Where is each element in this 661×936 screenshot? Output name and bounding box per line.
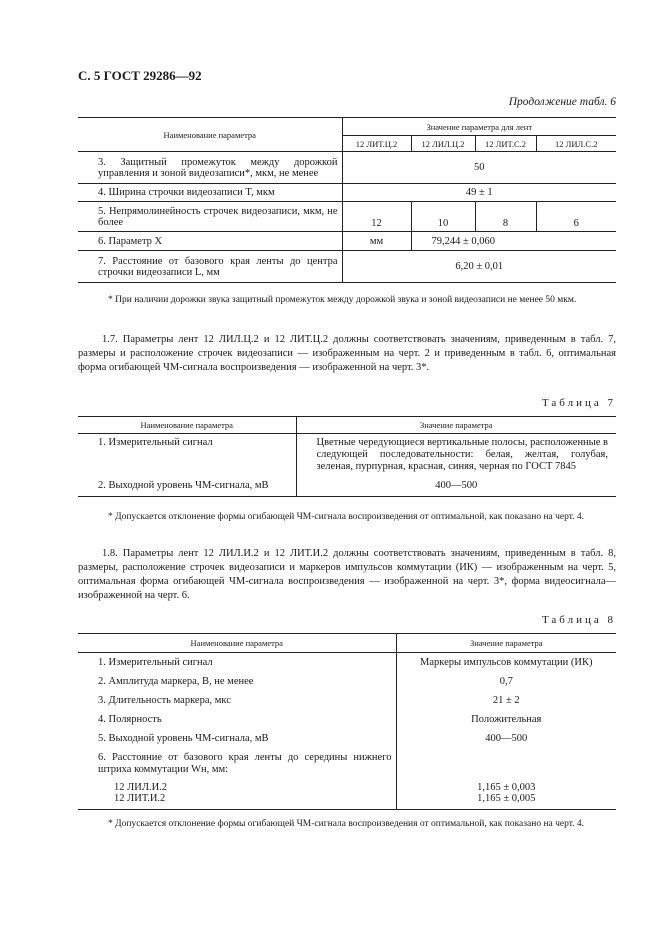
t8-row-name: 12 ЛИЛ.И.2 (114, 781, 168, 793)
t7-row-value: Цветные чередующиеся вертикальные полосы, расположенные в следующей последовательности: белая, желтая, голубая, зеленая, пурпурная, красная, синяя, черная по ГОСТ 7845 (316, 437, 608, 472)
t7-col-name: Наименование параметра (78, 417, 296, 434)
t6-row-name: 4. Ширина строчки видеозаписи T, мкм (78, 184, 342, 202)
table-row (78, 251, 616, 283)
t6-row-value: 8 (475, 202, 536, 232)
t8-row-name: 6. Расстояние от базового края ленты до середины нижнего штриха коммутации Wн, мм: (98, 751, 392, 775)
t8-row-value: 21 ± 2 (396, 691, 616, 710)
table-8-label: Таблица 8 (541, 614, 616, 626)
t8-row-name: 3. Длительность маркера, мкс (98, 694, 231, 706)
table-row (78, 691, 616, 710)
t8-col-value: Значение параметра (396, 634, 616, 653)
t6-col-name: Наименование параметра (78, 118, 342, 152)
table-row (78, 710, 616, 729)
t8-row-name: 1. Измерительный сигнал (98, 656, 213, 668)
t6-row-value: 50 (342, 152, 616, 184)
t8-col-name: Наименование параметра (78, 634, 396, 653)
t6-subcol: 12 ЛИЛ.С.2 (536, 136, 616, 152)
t6-subcol: 12 ЛИЛ.Ц.2 (411, 136, 475, 152)
paragraph-1-7: 1.7. Параметры лент 12 ЛИЛ.Ц.2 и 12 ЛИТ.Ц.2 должны соответствовать значениям, приведенным в табл. 7, размеры и расположение строчек видеозаписи — изображенным на черт. 2 и приведенным в табл. 6, оптимальная форма огибающей ЧМ-сигнала воспроизведения — изображенной на черт. 3*. (78, 334, 616, 373)
t6-row-name: 7. Расстояние от базового края ленты до центра строчки видеозаписи L, мм (78, 251, 342, 283)
t8-row-value: Маркеры импульсов коммутации (ИК) (396, 653, 616, 672)
t6-row-name: 3. Защитный промежуток между дорожкой управления и зоной видеозаписи*, мкм, не менее (98, 156, 338, 179)
table-7-label: Таблица 7 (541, 397, 616, 409)
table-6 (78, 117, 616, 283)
t6-subcol: 12 ЛИТ.Ц.2 (342, 136, 411, 152)
table-row (78, 152, 616, 184)
t6-row-value: 10 (411, 202, 475, 232)
t6-row-name: 6. Параметр X (78, 232, 342, 251)
t8-row-name: 2. Амплитуда маркера, В, не менее (98, 675, 254, 687)
table-row (78, 653, 616, 672)
table-row (78, 729, 616, 748)
table-row (78, 434, 616, 477)
t8-row-name: 12 ЛИТ.И.2 (78, 793, 396, 810)
t6-subcol: 12 ЛИТ.С.2 (475, 136, 536, 152)
t6-row-value: 6,20 ± 0,01 (342, 251, 616, 283)
t7-row-name: 1. Измерительный сигнал (98, 437, 213, 448)
table-row (78, 202, 616, 232)
t6-row-value: 79,244 ± 0,060 (411, 232, 616, 251)
table-7 (78, 416, 616, 497)
t8-row-value: 400—500 (396, 729, 616, 748)
t8-row-value: 1,165 ± 0,003 (396, 780, 616, 793)
t8-row-value: Положительная (396, 710, 616, 729)
t8-row-value (396, 748, 616, 780)
page-header: С. 5 ГОСТ 29286—92 (78, 68, 202, 83)
table-row (78, 476, 616, 496)
t7-row-name: 2. Выходной уровень ЧМ-сигнала, мВ (78, 476, 296, 496)
t6-col-value: Значение параметра для лент (342, 118, 616, 136)
t8-row-name: 4. Полярность (98, 713, 162, 725)
table-continuation-note: Продолжение табл. 6 (508, 96, 616, 108)
t7-row-value: 400—500 (296, 476, 616, 496)
t8-row-value: 1,165 ± 0,005 (396, 793, 616, 810)
table-row (78, 780, 616, 793)
t8-row-value: 0,7 (396, 672, 616, 691)
table-row (78, 232, 616, 251)
paragraph-1-8: 1.8. Параметры лент 12 ЛИЛ.И.2 и 12 ЛИТ.И.2 должны соответствовать значениям, приведенным в табл. 8, размеры, расположение строчек видеозаписи и маркеров импульсов коммутации (ИК) — изображенным на черт. 5, оптимальная форма огибающей ЧМ-сигнала воспроизведения — изображенной на черт. 3*, форма видеосигнала— изображенной на черт. 6. (78, 548, 616, 601)
t6-row-unit: мм (342, 232, 411, 251)
t6-row-name: 5. Непрямолинейность строчек видеозаписи, мкм, не более (78, 202, 342, 232)
table-row (78, 748, 616, 780)
t7-col-value: Значение параметра (296, 417, 616, 434)
table-8 (78, 633, 616, 810)
t6-row-value: 12 (342, 202, 411, 232)
table-row (78, 793, 616, 810)
t6-row-value: 6 (536, 202, 616, 232)
table-row (78, 672, 616, 691)
footnote-1: * При наличии дорожки звука защитный промежуток между дорожкой звука и зоной видеозаписи не менее 50 мкм. (108, 295, 577, 305)
footnote-3: * Допускается отклонение формы огибающей ЧМ-сигнала воспроизведения от оптимальной, как показано на черт. 4. (108, 819, 585, 829)
t8-row-name: 5. Выходной уровень ЧМ-сигнала, мВ (98, 732, 269, 744)
footnote-2: * Допускается отклонение формы огибающей ЧМ-сигнала воспроизведения от оптимальной, как показано на черт. 4. (108, 512, 585, 522)
t6-row-value: 49 ± 1 (342, 184, 616, 202)
table-row (78, 184, 616, 202)
